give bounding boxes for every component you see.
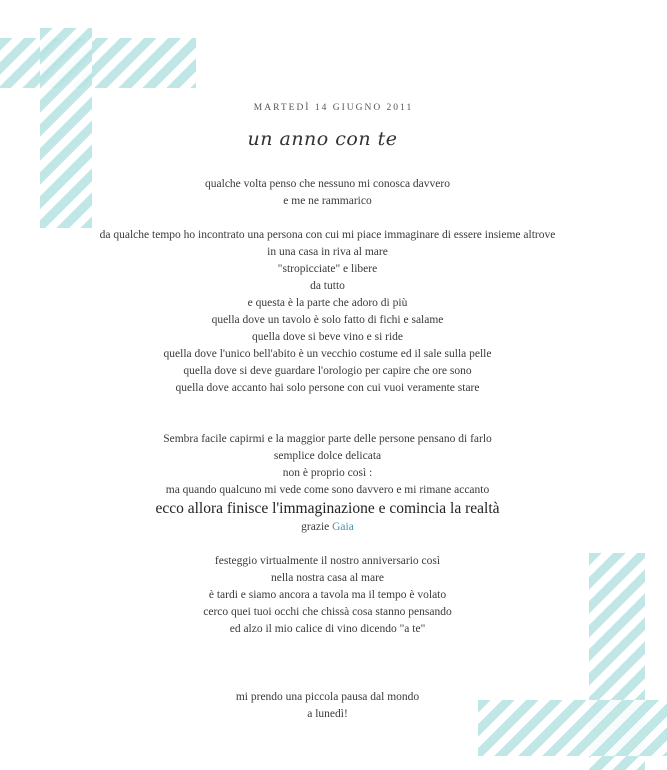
post-line [0,414,655,431]
post-line [0,210,655,227]
post-line: da tutto [310,280,345,292]
post-line: festeggio virtualmente il nostro anniversario così [214,555,441,567]
post-date: MARTEDÌ 14 GIUGNO 2011 [253,103,414,113]
post-body [0,176,655,723]
post-line: in una casa in riva al mare [267,246,388,258]
closing-line: mi prendo una piccola pausa dal mondo [235,691,420,703]
post-line: da qualche tempo ho incontrato una persona con cui mi piace immaginare di essere insieme altrove [99,229,556,241]
post-line: qualche volta penso che nessuno mi conosca davvero [205,178,450,190]
post-line: nella nostra casa al mare [270,572,385,584]
spacer [0,638,655,655]
highlight-line: ecco allora finisce l'immaginazione e comincia la realtà [155,500,500,517]
post-line: quella dove accanto hai solo persone con cui vuoi veramente stare [175,382,480,394]
post-line: quella dove si deve guardare l'orologio per capire che ore sono [183,365,472,377]
spacer [0,655,655,672]
post-line: quella dove si beve vino e si ride [251,331,404,343]
post-line: "stropicciate" e libere [277,263,378,275]
closing-line: a lunedì! [307,708,348,720]
post-line: quella dove un tavolo è solo fatto di fichi e salame [211,314,444,326]
post-line: e me ne rammarico [283,195,372,207]
post-line: cerco quei tuoi occhi che chissà cosa stanno pensando [203,606,452,618]
post-line: ed alzo il mio calice di vino dicendo "a te" [229,623,426,635]
post-line: e questa è la parte che adoro di più [247,297,408,309]
post-line: non è proprio così : [282,467,373,479]
gaia-link[interactable]: Gaia [332,521,354,533]
spacer [0,672,655,689]
post-title[interactable]: un anno con te [247,128,398,150]
post-line [0,397,655,414]
thanks-prefix: grazie [301,521,330,533]
post-line: Sembra facile capirmi e la maggior parte delle persone pensano di farlo [163,433,492,445]
post-line: è tardi e siamo ancora a tavola ma il tempo è volato [208,589,447,601]
spacer [0,536,655,553]
post-line: semplice dolce delicata [273,450,382,462]
thanks-line [0,519,655,536]
washi-tape-top-left-horizontal [0,38,196,88]
post-line: ma quando qualcuno mi vede come sono davvero e mi rimane accanto [165,484,490,496]
post-line: quella dove l'unico bell'abito è un vecchio costume ed il sale sulla pelle [163,348,492,360]
